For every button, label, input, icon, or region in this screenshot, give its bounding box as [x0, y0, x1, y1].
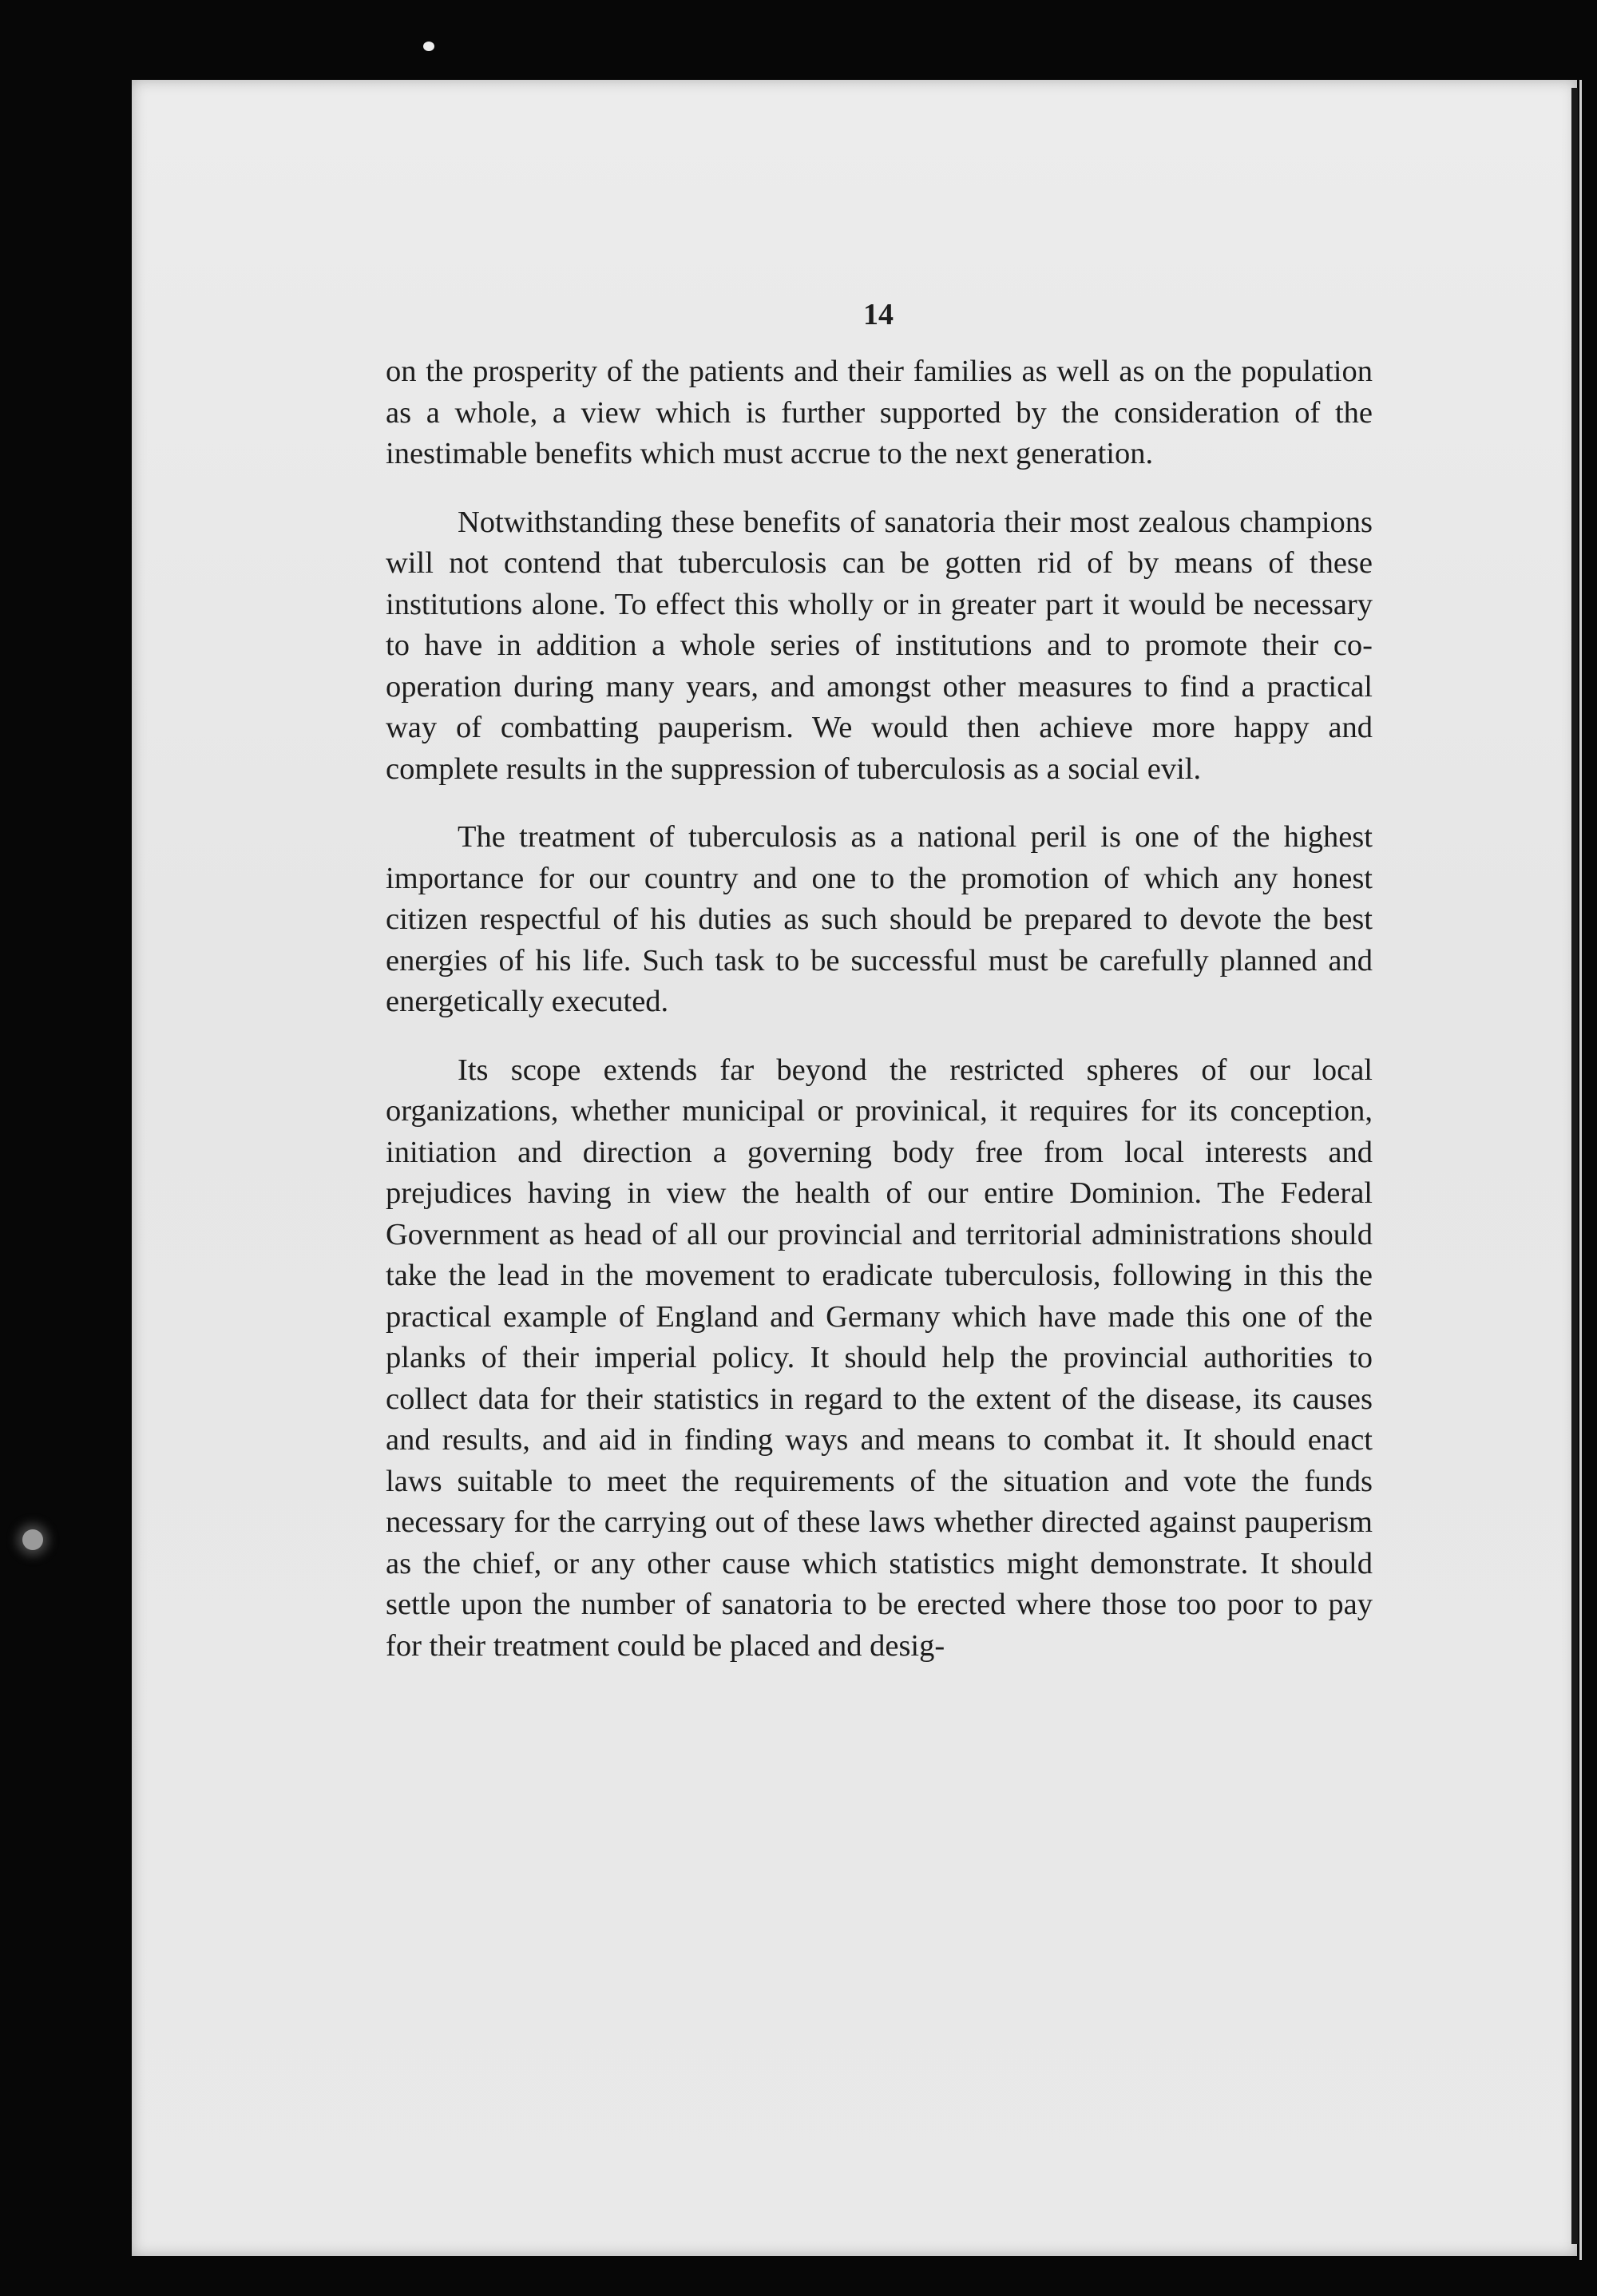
paragraph-national-peril: The treatment of tuberculosis as a national peril is one of the highest importance for our country and one to the promotion of which any honest citizen respectful of his duties as such should be prepared to devote the best energies of his life. Such task to be successful must be carefully planned and energetically executed. [386, 820, 1373, 1018]
paragraph-federal-government: Its scope extends far beyond the restricted spheres of our local organizations, whether municipal or provinical, it requires for its conception, initiation and direction a governing body free from local interests and prejudices having in view the health of our entire Dominion. The Federal Government as head of all our provincial and territorial administrations should take the lead in the movement to eradicate tuberculosis, following in this the practical example of England and Germany which have made this one of the planks of their imperial policy. It should help the provincial authorities to collect data for their statistics in regard to the extent of the disease, its causes and results, and aid in finding ways and means to combat it. It should enact laws suitable to meet the requirements of the situation and vote the funds necessary for the carrying out of these laws whether directed against pauperism as the chief, or any other cause which statistics might demonstrate. It should settle upon the number of sanatoria to be erected where those too poor to pay for their treatment could be placed and desig- [386, 1053, 1373, 1663]
page-edge-highlight [1579, 80, 1582, 2260]
paragraph-continuation: on the prosperity of the patients and their families as well as on the population as a whole, a view which is further supported by the consideration of the inestimable benefits which must accrue to the next generation. [386, 355, 1373, 470]
page-number: 14 [863, 298, 894, 331]
body-text [386, 351, 1373, 1694]
scan-speck [22, 1529, 43, 1550]
paragraph-sanatoria-benefits: Notwithstanding these benefits of sanatoria their most zealous champions will not contend that tuberculosis can be gotten rid of by means of these institutions alone. To effect this wholly or in greater part it would be necessary to have in addition a whole series of institutions and to promote their co-operation during many years, and amongst other measures to find a practical way of combatting pauperism. We would then achieve more happy and complete results in the suppression of tuberculosis as a social evil. [386, 505, 1373, 786]
page-edge-shadow [1571, 88, 1578, 2244]
scan-speck [423, 42, 434, 51]
